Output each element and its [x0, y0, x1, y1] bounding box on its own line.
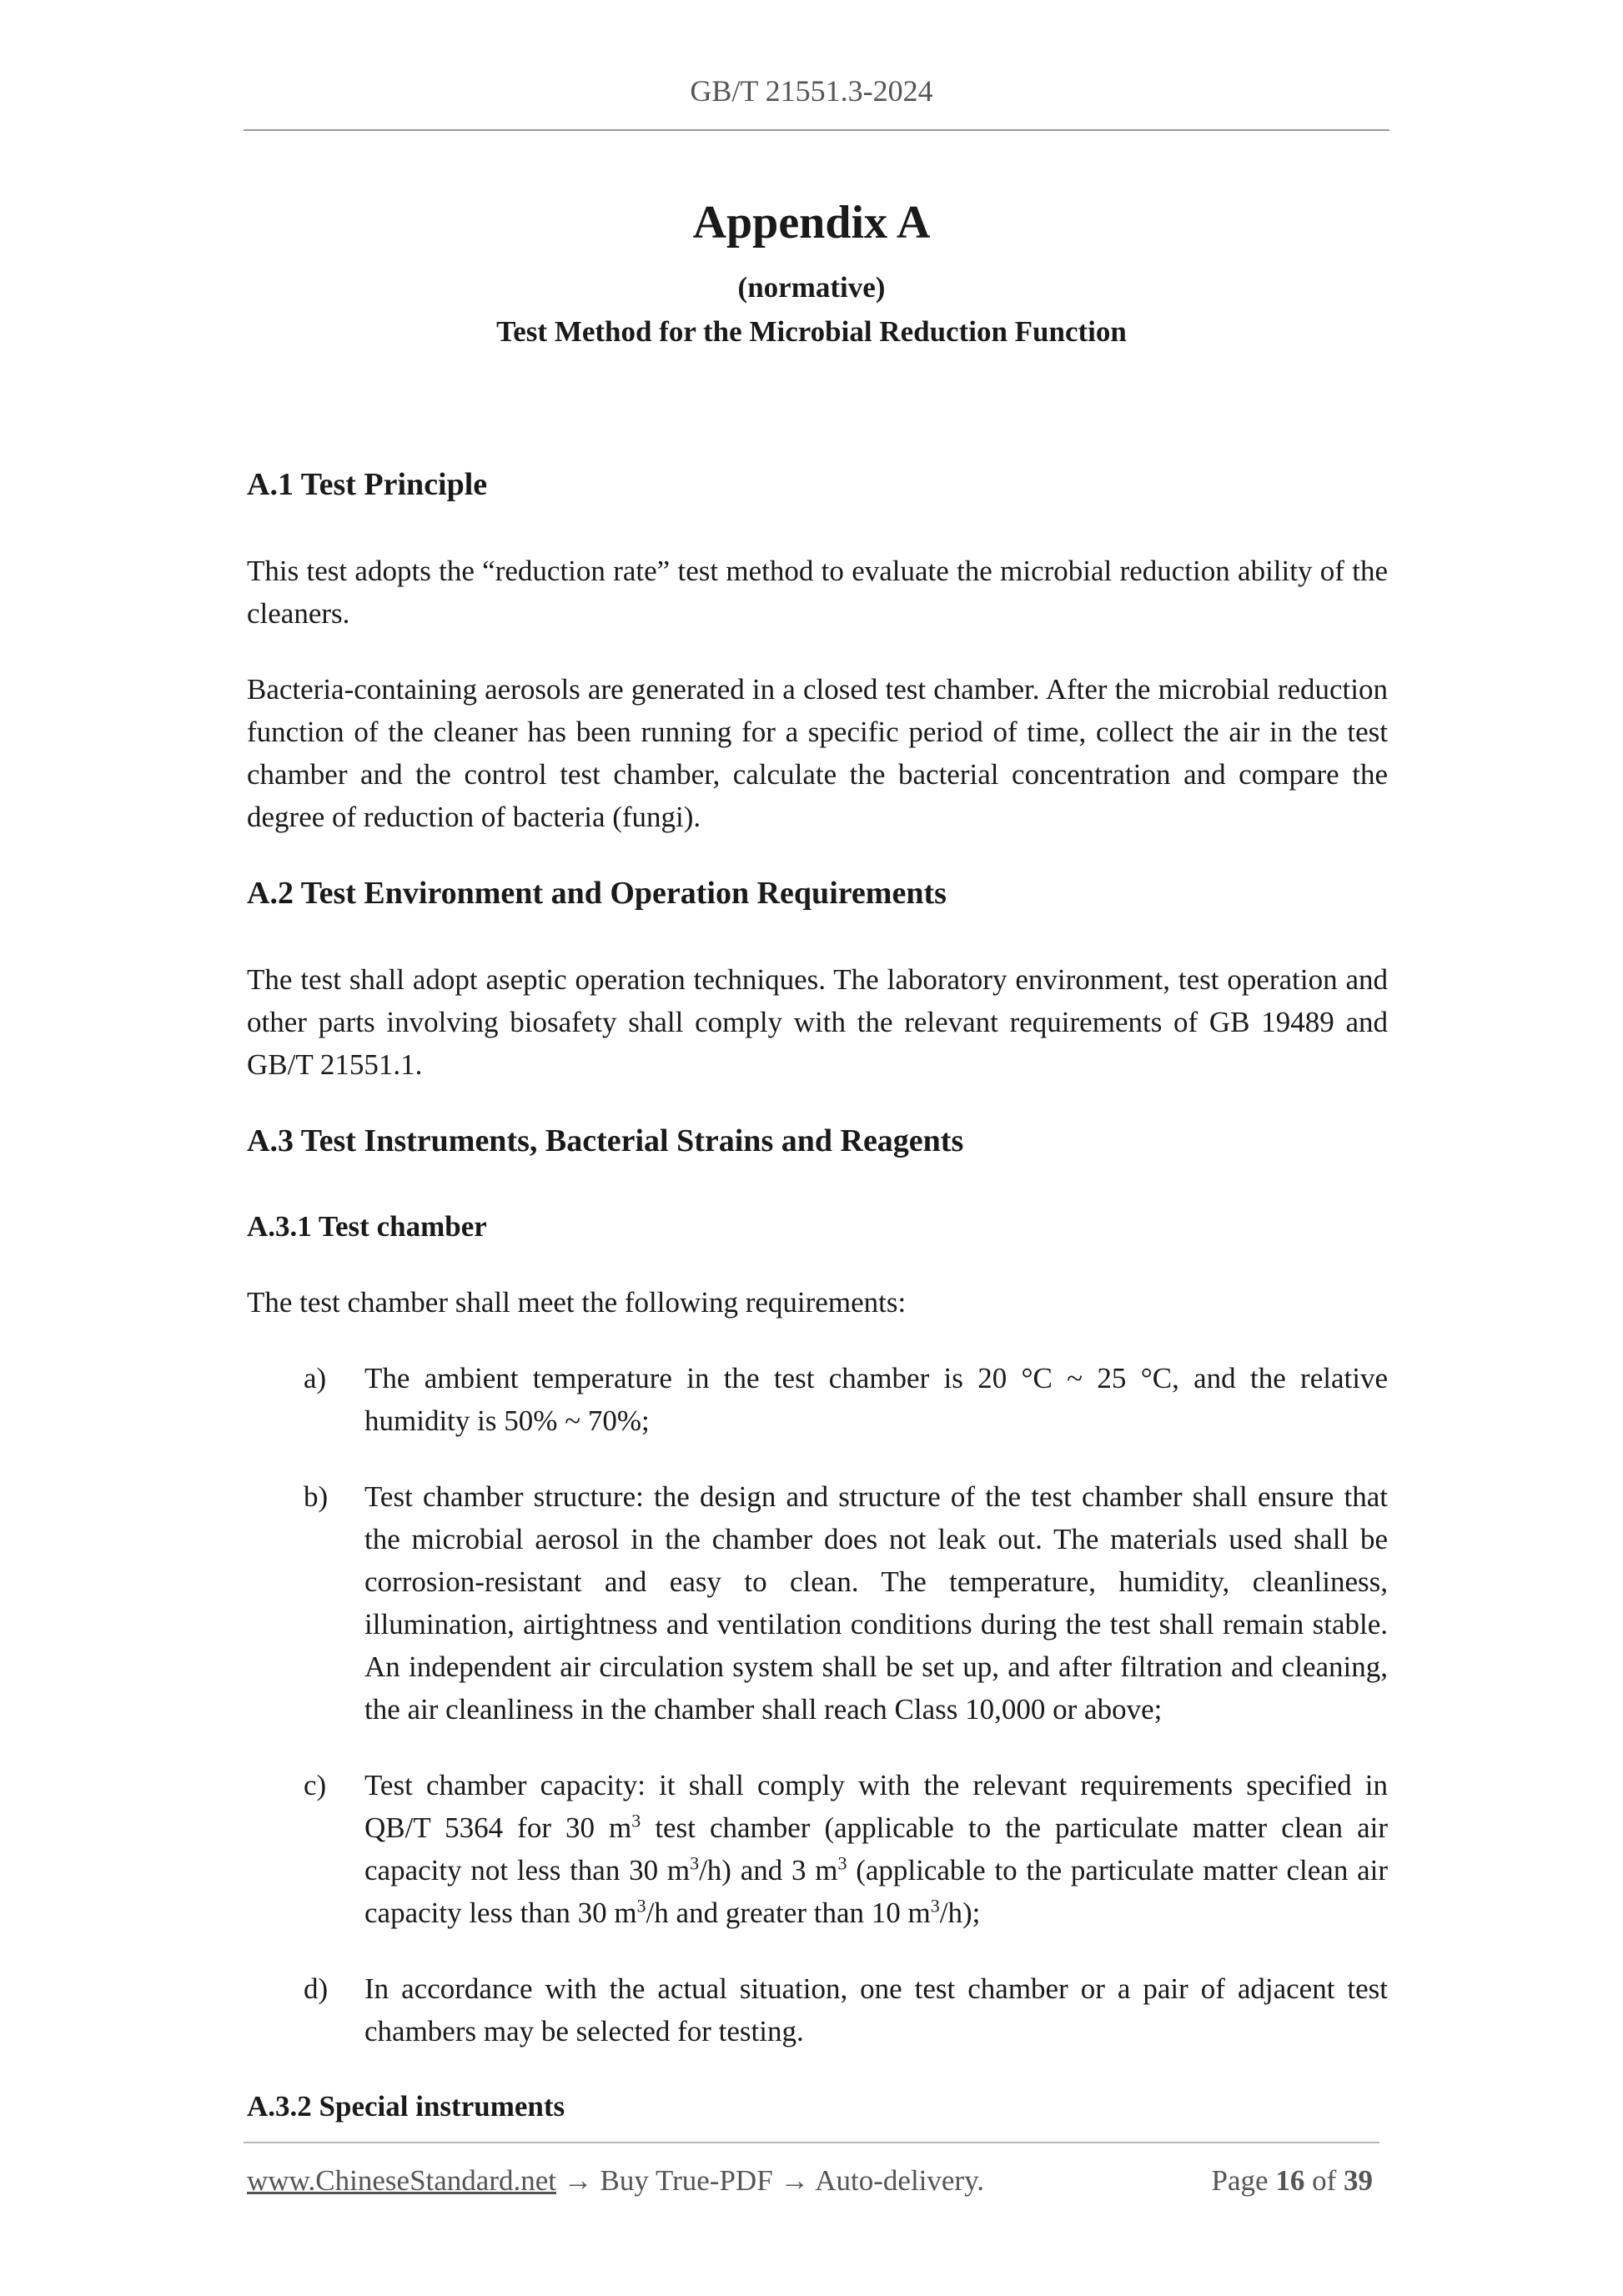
document-body [247, 463, 1388, 2161]
superscript: 3 [837, 1852, 847, 1874]
total-pages: 39 [1344, 2164, 1373, 2197]
paragraph-a2-1: The test shall adopt aseptic operation techniques. The laboratory environment, test operation and other parts involving biosafety shall comply with the relevant requirements of GB 19489 and GB/T 21551.1. [247, 963, 1388, 1081]
list-marker: c) [304, 1769, 327, 1801]
page-number [1212, 2164, 1373, 2198]
section-heading-a1: A.1 Test Principle [247, 467, 488, 502]
auto-delivery-text: Auto-delivery. [815, 2164, 985, 2197]
list-marker: b) [304, 1480, 329, 1513]
text-run: Test chamber capacity: it shall comply with the relevant requirements specified in QB/T 5364 for 30 m [364, 1769, 1388, 1844]
current-page: 16 [1275, 2164, 1305, 2197]
arrow-right-icon: → [780, 2164, 810, 2197]
superscript: 3 [636, 1895, 646, 1917]
buy-pdf-text: Buy True-PDF [600, 2164, 773, 2197]
website-link[interactable]: www.ChineseStandard.net [247, 2164, 556, 2197]
paragraph-a1-2: Bacteria-containing aerosols are generated in a closed test chamber. After the microbial reduction function of the cleaner has been running for a specific period of time, collect the air in the test chamber and the control test chamber, calculate the bacterial concentration and compare the degree of reduction of bacteria (fungi). [247, 673, 1388, 833]
list-item-text: In accordance with the actual situation, one test chamber or a pair of adjacent test chambers may be selected for testing. [364, 1972, 1388, 2047]
text-run: (applicable to the particulate matter clean air capacity less than 30 m [364, 1854, 1389, 1929]
list-item-text: Test chamber structure: the design and structure of the test chamber shall ensure that the microbial aerosol in the chamber does not leak out. The materials used shall be corrosion-resistant and easy to clean. The temperature, humidity, cleanliness, illumination, airtightness and ventilation conditions during the test shall remain stable. An independent air circulation system shall be set up, and after filtration and cleaning, the air cleanliness in the chamber shall reach Class 10,000 or above; [364, 1480, 1388, 1726]
header-divider [244, 129, 1389, 131]
appendix-subtitle: Test Method for the Microbial Reduction Function [496, 315, 1127, 348]
of-label: of [1312, 2164, 1337, 2197]
subsection-heading-a31: A.3.1 Test chamber [247, 1210, 487, 1243]
footer-divider [244, 2142, 1379, 2143]
text-run: /h); [939, 1897, 981, 1929]
appendix-title: Appendix A [692, 197, 931, 249]
list-item [247, 1357, 1388, 1442]
paragraph-a1-1: This test adopts the “reduction rate” test method to evaluate the microbial reduction ability of the cleaners. [247, 555, 1388, 630]
superscript: 3 [930, 1895, 940, 1917]
page-footer [247, 2164, 1383, 2198]
superscript: 3 [631, 1810, 641, 1831]
list-marker: a) [304, 1362, 327, 1394]
page-label: Page [1211, 2164, 1269, 2197]
running-header: GB/T 21551.3-2024 [690, 74, 933, 108]
list-marker: d) [304, 1972, 329, 2005]
superscript: 3 [690, 1852, 700, 1874]
paragraph-a31-intro: The test chamber shall meet the following requirements: [247, 1286, 907, 1319]
list-item [247, 1475, 1388, 1731]
text-run: test chamber (applicable to the particulate matter clean air capacity not less than 30 m [364, 1811, 1388, 1887]
subsection-heading-a32: A.3.2 Special instruments [247, 2090, 565, 2123]
list-item-text: The ambient temperature in the test chamber is 20 °C ~ 25 °C, and the relative humidity is 50% ~ 70%; [364, 1362, 1388, 1437]
list-item [247, 1967, 1388, 2052]
section-heading-a2: A.2 Test Environment and Operation Requirements [247, 876, 947, 911]
arrow-right-icon: → [563, 2164, 593, 2197]
list-item [247, 1764, 1388, 1934]
text-run: /h) and 3 m [699, 1854, 838, 1887]
section-heading-a3: A.3 Test Instruments, Bacterial Strains and Reagents [247, 1123, 964, 1158]
appendix-type: (normative) [737, 271, 886, 304]
text-run: /h and greater than 10 m [646, 1897, 931, 1929]
list-item-text [364, 1764, 1388, 1934]
